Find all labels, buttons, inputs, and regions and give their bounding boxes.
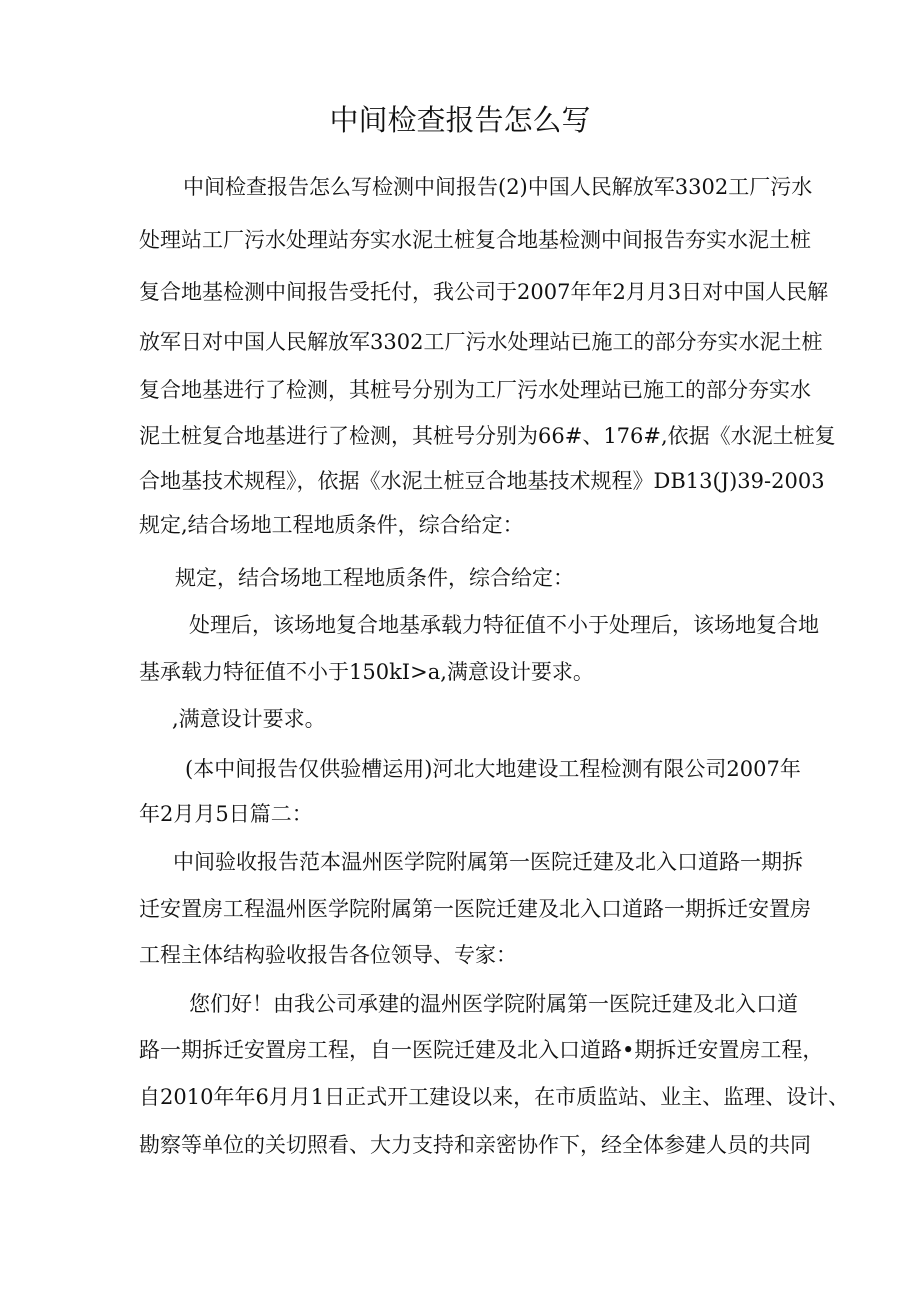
body-line: 处理后，该场地复合地基承载力特征值不小于处理后，该场地复合地 bbox=[189, 613, 819, 637]
body-line: 合地基技术规程》，依据《水泥土桩豆合地基技术规程》DB13(J)39-2003 bbox=[139, 469, 825, 493]
body-line: 中间检查报告怎么写检测中间报告(2)中国人民解放军3302工厂污水 bbox=[183, 175, 813, 199]
body-line: 您们好！由我公司承建的温州医学院附属第一医院迁建及北入口道 bbox=[189, 992, 798, 1016]
body-line: 复合地基检测中间报告受托付，我公司于2007年年2月月3日对中国人民解 bbox=[139, 280, 829, 304]
body-line: 规定，结合场地工程地质条件，综合给定： bbox=[175, 566, 574, 590]
body-line: 复合地基进行了检测，其桩号分别为工厂污水处理站已施工的部分夯实水 bbox=[139, 378, 811, 402]
body-line: (本中间报告仅供验槽运用)河北大地建设工程检测有限公司2007年 bbox=[185, 757, 801, 781]
document-title: 中间检查报告怎么写 bbox=[329, 103, 591, 137]
body-line: 基承载力特征值不小于150kI>a,满意设计要求。 bbox=[139, 660, 594, 684]
body-line: 自2010年年6月月1日正式开工建设以来，在市质监站、业主、监理、设计、 bbox=[139, 1085, 850, 1109]
body-line: 年2月月5日篇二： bbox=[139, 802, 313, 826]
body-line: 迁安置房工程温州医学院附属第一医院迁建及北入口道路一期拆迁安置房 bbox=[139, 897, 811, 921]
body-line: 处理站工厂污水处理站夯实水泥土桩复合地基检测中间报告夯实水泥土桩 bbox=[139, 228, 811, 252]
body-line: 工程主体结构验收报告各位领导、专家： bbox=[139, 943, 517, 967]
body-line: ,满意设计要求。 bbox=[172, 707, 326, 731]
body-line: 放军日对中国人民解放军3302工厂污水处理站已施工的部分夯实水泥土桩 bbox=[139, 330, 823, 354]
body-line: 规定,结合场地工程地质条件，综合给定： bbox=[139, 513, 524, 537]
body-line: 中间验收报告范本温州医学院附属第一医院迁建及北入口道路一期拆 bbox=[173, 850, 803, 874]
body-line: 路一期拆迁安置房工程，自一医院迁建及北入口道路•期拆迁安置房工程， bbox=[139, 1038, 824, 1062]
body-line: 勘察等单位的关切照看、大力支持和亲密协作下，经全体参建人员的共同 bbox=[139, 1133, 811, 1157]
body-line: 泥土桩复合地基进行了检测，其桩号分别为66#、176#,依据《水泥土桩复 bbox=[139, 424, 836, 448]
